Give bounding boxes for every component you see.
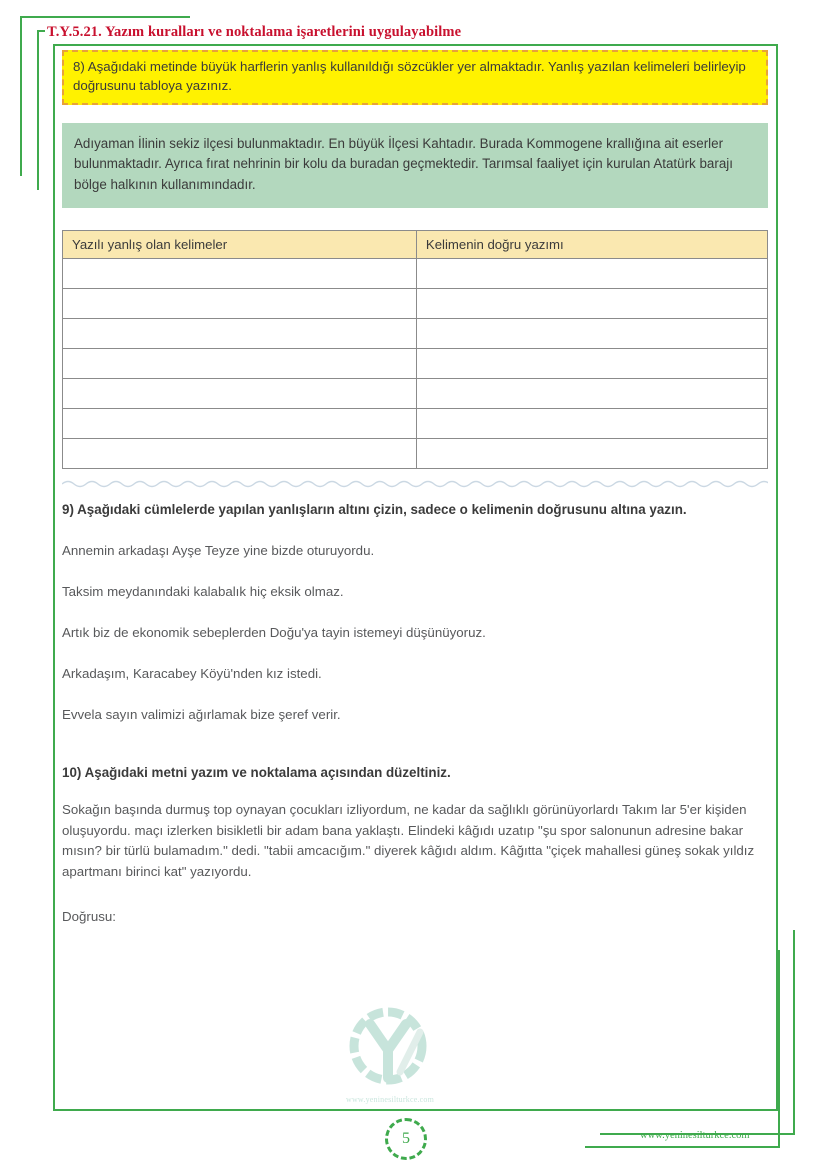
table-cell-correct-word[interactable] xyxy=(416,288,767,318)
table-cell-wrong-word[interactable] xyxy=(63,408,417,438)
question-10-passage: Sokağın başında durmuş top oynayan çocukları izliyordum, ne kadar da sağlıklı görünüyorlardı Takım lar 5'er kişiden oluşuyordu. maçı izlerken bisikletli bir adam bana yaklaştı. Elindeki kâğıdı uzatıp "şu spor salonunun adresine bakar mısın? bir türlü bulamadım." dedi. "tabii amcacığım." diyerek kâğıdı aldım. Kâğıtta "çiçek mahallesi güneş sokak yıldız apartmanı birinci kat" yazıyordu. xyxy=(62,801,755,880)
table-cell-correct-word[interactable] xyxy=(416,438,767,468)
table-cell-wrong-word[interactable] xyxy=(63,318,417,348)
page-number-badge xyxy=(385,1118,427,1160)
table-row xyxy=(63,348,768,378)
table-header-row xyxy=(63,230,768,258)
table-cell-wrong-word[interactable] xyxy=(63,378,417,408)
table-cell-wrong-word[interactable] xyxy=(63,258,417,288)
table-row xyxy=(63,408,768,438)
table-row xyxy=(63,318,768,348)
worksheet-content xyxy=(62,48,768,924)
table-row xyxy=(63,438,768,468)
question-8-passage-text: Adıyaman İlinin sekiz ilçesi bulunmaktadır. En büyük İlçesi Kahtadır. Burada Kommogene krallığına ait eserler bulunmaktadır. Ayrıca fırat nehrinin bir kolu da buradan geçmektedir. Tarımsal faaliyet için kurulan Atatürk barajı bölge halkının kullanımındadır. xyxy=(74,135,733,192)
question-9-sentence: Arkadaşım, Karacabey Köyü'nden kız istedi. xyxy=(62,665,322,681)
wavy-divider xyxy=(62,478,768,488)
watermark-url: www.yeninesilturkce.com xyxy=(345,1095,435,1104)
question-8-prompt-box xyxy=(62,50,768,105)
table-cell-wrong-word[interactable] xyxy=(63,288,417,318)
question-9-sentence: Evvela sayın valimizi ağırlamak bize şeref verir. xyxy=(62,706,341,722)
question-9-sentence: Taksim meydanındaki kalabalık hiç eksik olmaz. xyxy=(62,583,344,599)
table-header-correct-words: Kelimenin doğru yazımı xyxy=(416,230,767,258)
question-9-heading: 9) Aşağıdaki cümlelerde yapılan yanlışların altını çizin, sadece o kelimenin doğrusunu altına yazın. xyxy=(62,501,687,517)
question-9-sentence: Artık biz de ekonomik sebeplerden Doğu'ya tayin istemeyi düşünüyoruz. xyxy=(62,624,486,640)
table-cell-correct-word[interactable] xyxy=(416,348,767,378)
question-8-passage-box xyxy=(62,123,768,208)
table-row xyxy=(63,378,768,408)
table-row xyxy=(63,288,768,318)
question-9-sentence-list xyxy=(62,543,768,722)
table-cell-correct-word[interactable] xyxy=(416,318,767,348)
question-10-heading: 10) Aşağıdaki metni yazım ve noktalama açısından düzeltiniz. xyxy=(62,764,451,780)
page-title: T.Y.5.21. Yazım kuralları ve noktalama işaretlerini uygulayabilme xyxy=(45,24,465,41)
table-cell-correct-word[interactable] xyxy=(416,378,767,408)
question-8-prompt-text: 8) Aşağıdaki metinde büyük harflerin yanlış kullanıldığı sözcükler yer almaktadır. Yanlış yazılan kelimeleri belirleyip doğrusunu tabloya yazınız. xyxy=(73,59,746,93)
table-row xyxy=(63,258,768,288)
question-10-answer-label: Doğrusu: xyxy=(62,908,116,924)
spelling-answer-table xyxy=(62,230,768,469)
table-cell-correct-word[interactable] xyxy=(416,408,767,438)
question-9-sentence: Annemin arkadaşı Ayşe Teyze yine bizde oturuyordu. xyxy=(62,542,375,558)
footer-url: www.yeninesilturkce.com xyxy=(640,1130,750,1141)
table-body xyxy=(63,258,768,468)
decorative-frame-bottom-right-outer xyxy=(585,950,780,1148)
table-cell-wrong-word[interactable] xyxy=(63,438,417,468)
page-number: 5 xyxy=(402,1130,410,1147)
table-cell-wrong-word[interactable] xyxy=(63,348,417,378)
table-header-wrong-words: Yazılı yanlış olan kelimeler xyxy=(63,230,417,258)
table-cell-correct-word[interactable] xyxy=(416,258,767,288)
